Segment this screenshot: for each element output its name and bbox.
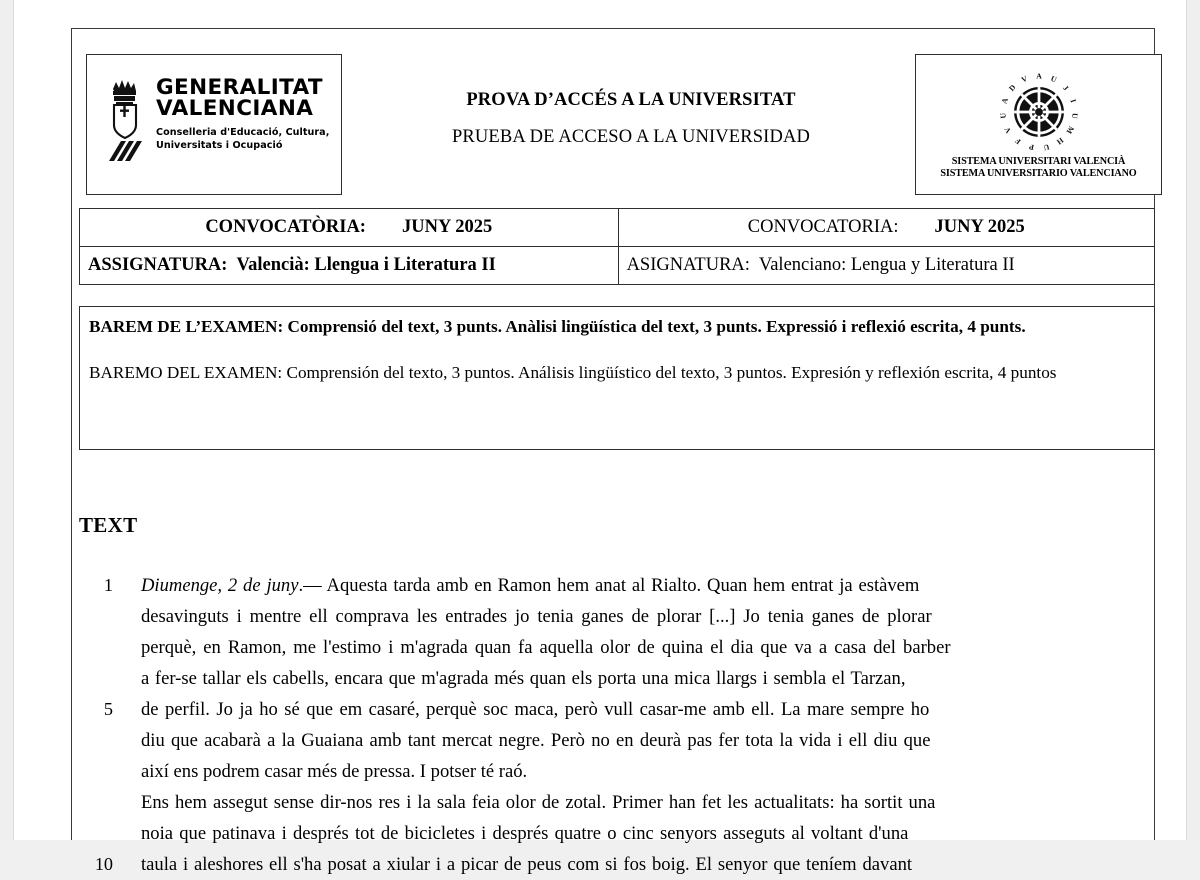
table-row-convocatoria bbox=[80, 209, 1155, 247]
svg-text:D: D bbox=[1006, 82, 1017, 93]
passage-line-text: taula i aleshores ell s'ha posat a xiular i a picar de peus com si fos boig. El senyor que teníem davant bbox=[141, 854, 913, 875]
cell-assignatura-catalan bbox=[80, 247, 619, 285]
passage-line bbox=[79, 849, 1147, 880]
convocatoria-value-ca: JUNY 2025 bbox=[401, 217, 493, 237]
passage-line bbox=[79, 694, 1147, 725]
passage-line bbox=[79, 663, 1147, 694]
svg-text:A: A bbox=[1035, 71, 1042, 81]
svg-text:U: U bbox=[997, 112, 1008, 120]
conselleria-line1: Conselleria d'Educació, Cultura, bbox=[156, 127, 330, 138]
passage-line bbox=[79, 632, 1147, 663]
generalitat-valenciana-emblem-icon bbox=[105, 79, 145, 163]
passage-line-text: a fer-se tallar els cabells, encara que m'agrada més quan els porta una mica llargs i sembla el Tarzan, bbox=[141, 668, 906, 689]
generalitat-lockup bbox=[87, 55, 341, 194]
passage-line-text: de perfil. Jo ja ho sé que em casaré, perquè soc maca, però vull casar-me amb ell. La mare sempre ho bbox=[141, 699, 930, 720]
generalitat-title-line2: VALENCIANA bbox=[156, 96, 314, 121]
suv-caption-line1: SISTEMA UNIVERSITARI VALENCIÀ bbox=[951, 156, 1126, 167]
sistema-universitari-logo-box bbox=[915, 54, 1162, 195]
svg-text:P: P bbox=[1027, 142, 1035, 153]
passage-line-text: .— Aquesta tarda amb en Ramon hem anat al Rialto. Quan hem entrat ja estàvem bbox=[298, 575, 920, 596]
passage-line-text: noia que patinava i després tot de bicicletes i després quatre o cinc senyors asseguts al voltant d'una bbox=[141, 823, 909, 844]
barem-text-spanish: BAREMO DEL EXAMEN: Comprensión del texto, 3 puntos. Análisis lingüístico del texto, 3 puntos. Expresión y reflexión escrita, 4 puntos bbox=[89, 362, 1057, 382]
svg-text:F: F bbox=[1012, 136, 1022, 147]
cell-convocatoria-spanish bbox=[618, 209, 1154, 247]
generalitat-title-line1: GENERALITAT bbox=[156, 75, 323, 100]
line-number: 10 bbox=[94, 854, 113, 874]
passage-line-text: així ens podrem casar més de pressa. I potser té raó. bbox=[141, 761, 528, 782]
passage-line bbox=[79, 818, 1147, 849]
page-gutter-right bbox=[1186, 0, 1200, 840]
svg-text:J: J bbox=[1060, 83, 1070, 93]
page-gutter-left bbox=[0, 0, 14, 840]
svg-text:I: I bbox=[1068, 98, 1078, 104]
generalitat-wordmark bbox=[156, 77, 329, 152]
line-number: 1 bbox=[103, 575, 113, 595]
svg-text:A: A bbox=[999, 96, 1010, 105]
exam-info-table bbox=[79, 208, 1155, 285]
exam-title-catalan: PROVA D’ACCÉS A LA UNIVERSITAT bbox=[466, 90, 796, 110]
svg-text:M: M bbox=[1063, 124, 1076, 136]
passage-line bbox=[79, 570, 1147, 601]
svg-text:V: V bbox=[1001, 125, 1013, 135]
svg-text:U: U bbox=[1042, 142, 1050, 153]
convocatoria-label-es: CONVOCATORIA: bbox=[747, 217, 899, 237]
line-number: 5 bbox=[103, 699, 113, 719]
barem-text-catalan: BAREM DE L’EXAMEN: Comprensió del text, 3 punts. Anàlisi lingüística del text, 3 punts. Expressió i reflexió escrita, 4 punts. bbox=[89, 317, 1026, 336]
passage-line bbox=[79, 787, 1147, 818]
barem-box bbox=[79, 306, 1155, 450]
passage-line-italic-lead: Diumenge, 2 de juny bbox=[141, 575, 299, 596]
assignatura-value-ca: Valencià: Llengua i Literatura II bbox=[236, 255, 496, 275]
assignatura-label-ca: ASSIGNATURA: bbox=[88, 255, 228, 275]
document-page bbox=[14, 0, 1186, 875]
passage-line-text: desavinguts i mentre ell comprava les entrades jo tenia ganes de plorar [...] Jo tenia ganes de plorar bbox=[141, 606, 932, 627]
svg-text:U: U bbox=[1069, 112, 1080, 120]
document-header bbox=[79, 54, 1155, 199]
passage-line-text: Ens hem assegut sense dir-nos res i la sala feia olor de zotal. Primer han fet les actualitats: ha sortit una bbox=[141, 792, 936, 813]
page-title: TEXT bbox=[79, 513, 138, 537]
sistema-universitari-lockup bbox=[916, 55, 1161, 194]
convocatoria-value-es: JUNY 2025 bbox=[934, 217, 1025, 237]
exam-title-block bbox=[351, 54, 911, 148]
reading-passage bbox=[79, 570, 1147, 880]
passage-line bbox=[79, 756, 1147, 787]
svg-text:H: H bbox=[1054, 135, 1065, 147]
assignatura-value-es: Valenciano: Lengua y Literatura II bbox=[758, 255, 1015, 275]
sistema-universitari-caption bbox=[940, 156, 1136, 179]
cell-assignatura-spanish bbox=[618, 247, 1154, 285]
convocatoria-label-ca: CONVOCATÒRIA: bbox=[205, 217, 366, 237]
table-row-assignatura bbox=[80, 247, 1155, 285]
passage-line-text: diu que acabarà a la Guaiana amb tant mercat negre. Però no en deurà pas fer tota la vida i ell diu que bbox=[141, 730, 931, 751]
assignatura-label-es: ASIGNATURA: bbox=[626, 255, 750, 275]
sistema-universitari-valencia-wheel-icon bbox=[996, 69, 1082, 155]
svg-text:V: V bbox=[1019, 73, 1029, 85]
generalitat-logo-box bbox=[86, 54, 342, 195]
exam-title-spanish: PRUEBA DE ACCESO A LA UNIVERSIDAD bbox=[451, 127, 811, 147]
document-content bbox=[71, 28, 1155, 875]
cell-convocatoria-catalan bbox=[80, 209, 619, 247]
svg-text:U: U bbox=[1048, 73, 1058, 85]
passage-line bbox=[79, 601, 1147, 632]
conselleria-line2: Universitats i Ocupació bbox=[156, 139, 283, 151]
passage-line-text: perquè, en Ramon, me l'estimo i m'agrada quan fa aquella olor de quina el dia que va a casa del barber bbox=[141, 637, 951, 658]
passage-line bbox=[79, 725, 1147, 756]
suv-caption-line2: SISTEMA UNIVERSITARIO VALENCIANO bbox=[940, 167, 1137, 179]
